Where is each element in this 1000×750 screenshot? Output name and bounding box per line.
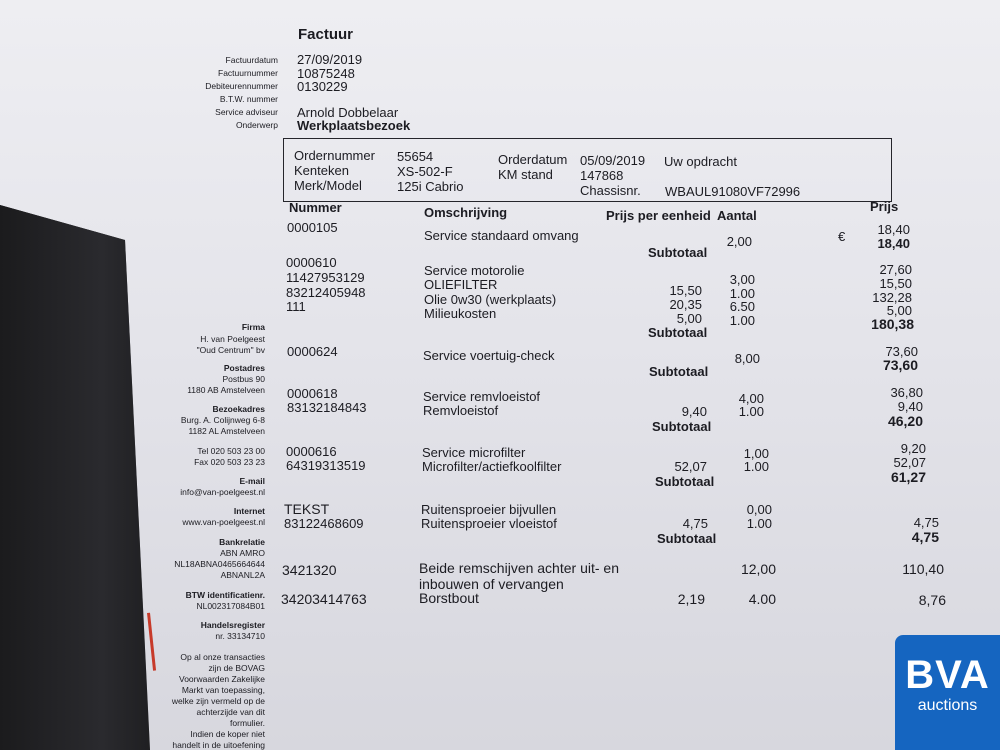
- line-unit-price: 4,75: [682, 516, 708, 531]
- order-label: Ordernummer: [294, 148, 375, 163]
- line-number: TEKST: [284, 501, 330, 517]
- order-value: 125i Cabrio: [397, 179, 464, 194]
- order-value: 147868: [580, 168, 624, 183]
- line-number: 3421320: [282, 562, 337, 578]
- sidebar-line: achterzijde van dit: [196, 707, 265, 717]
- line-price: 110,40: [902, 561, 944, 577]
- sidebar-line: handelt in de uitoefening: [172, 740, 265, 750]
- header-label: Service adviseur: [215, 107, 278, 117]
- line-number: 83212405948: [286, 285, 366, 300]
- sidebar-line: Markt van toepassing,: [181, 685, 265, 695]
- sidebar-line: www.van-poelgeest.nl: [182, 517, 265, 527]
- line-description: inbouwen of vervangen: [419, 576, 564, 592]
- line-number: 83132184843: [287, 400, 367, 415]
- line-price: 27,60: [879, 262, 912, 277]
- order-label: Kenteken: [294, 163, 349, 178]
- line-price: 73,60: [885, 344, 918, 359]
- sidebar-line: NL002317084B01: [196, 601, 265, 611]
- order-label: Orderdatum: [498, 152, 568, 167]
- line-description: Milieukosten: [424, 306, 497, 321]
- line-number: 0000616: [286, 444, 337, 459]
- sidebar-line: Voorwaarden Zakelijke: [179, 674, 265, 684]
- order-value: 55654: [397, 149, 434, 164]
- sidebar-line: ABN AMRO: [220, 548, 265, 558]
- currency-symbol: €: [838, 229, 846, 244]
- header-label: Debiteurennummer: [205, 81, 278, 91]
- line-quantity: 3,00: [729, 272, 755, 287]
- sidebar-line: welke zijn vermeld op de: [171, 696, 265, 706]
- subtotal-value: 46,20: [887, 413, 923, 429]
- line-description: OLIEFILTER: [424, 277, 498, 292]
- column-header: Omschrijving: [424, 205, 508, 220]
- sidebar-line: zijn de BOVAG: [208, 663, 265, 673]
- line-price: 8,76: [918, 592, 946, 608]
- header-label: Factuurnummer: [218, 68, 278, 78]
- line-unit-price: 52,07: [674, 459, 707, 474]
- subtotal-label: Subtotaal: [657, 531, 717, 546]
- column-header: Aantal: [717, 208, 757, 223]
- line-quantity: 0,00: [746, 502, 772, 517]
- line-quantity: 6.50: [729, 299, 755, 314]
- line-quantity: 8,00: [734, 351, 760, 366]
- line-description: Service remvloeistof: [423, 389, 541, 404]
- sidebar-label: Bankrelatie: [219, 537, 265, 547]
- subtotal-label: Subtotaal: [648, 325, 708, 340]
- line-quantity: 4.00: [748, 591, 776, 607]
- invoice-title: Factuur: [298, 26, 354, 43]
- bva-auctions-logo: [895, 635, 1000, 750]
- column-header: Prijs: [870, 199, 899, 214]
- sidebar-line: 1180 AB Amstelveen: [187, 385, 265, 395]
- subtotal-value: 180,38: [871, 316, 914, 332]
- sidebar-line: ABNANL2A: [220, 570, 265, 580]
- column-header: Nummer: [289, 200, 342, 215]
- subtotal-value: 61,27: [890, 469, 926, 485]
- line-quantity: 4,00: [738, 391, 764, 406]
- line-description: Ruitensproeier bijvullen: [421, 502, 557, 517]
- sidebar-line: info@van-poelgeest.nl: [180, 487, 265, 497]
- header-value: 10875248: [297, 66, 355, 81]
- sidebar-line: Fax 020 503 23 23: [194, 457, 265, 467]
- line-number: 64319313519: [286, 458, 366, 473]
- sidebar-line: Indien de koper niet: [190, 729, 265, 739]
- line-number: 111: [286, 299, 306, 314]
- line-description: Service voertuig-check: [423, 348, 555, 363]
- line-unit-price: 20,35: [669, 297, 702, 312]
- line-number: 0000105: [287, 220, 338, 235]
- line-unit-price: 9,40: [681, 404, 707, 419]
- sidebar-line: Tel 020 503 23 00: [197, 446, 265, 456]
- order-label: Uw opdracht: [664, 154, 737, 169]
- logo-text: BVA: [905, 653, 990, 697]
- order-label: KM stand: [498, 167, 553, 182]
- subtotal-label: Subtotaal: [652, 419, 712, 434]
- line-price: 52,07: [893, 455, 926, 470]
- subtotal-value: 18,40: [877, 236, 910, 251]
- line-price: 4,75: [913, 515, 939, 530]
- line-description: Service motorolie: [424, 263, 525, 278]
- line-number: 0000624: [287, 344, 338, 359]
- line-description: Beide remschijven achter uit- en: [419, 560, 619, 576]
- line-number: 34203414763: [281, 591, 367, 607]
- order-label: Merk/Model: [294, 178, 362, 193]
- sidebar-line: NL18ABNA0465664644: [174, 559, 265, 569]
- sidebar-line: Burg. A. Colijnweg 6-8: [180, 415, 265, 425]
- sidebar-label: Bezoekadres: [212, 404, 265, 414]
- header-value: 0130229: [297, 79, 348, 94]
- line-quantity: 1.00: [743, 459, 769, 474]
- sidebar-label: Handelsregister: [200, 620, 265, 630]
- header-value: 27/09/2019: [297, 52, 363, 67]
- subtotal-label: Subtotaal: [649, 364, 709, 379]
- sidebar-label: BTW identificatienr.: [185, 590, 265, 600]
- line-quantity: 2,00: [726, 234, 752, 249]
- order-value: 05/09/2019: [580, 153, 646, 168]
- logo-subtext: auctions: [917, 697, 978, 714]
- line-description: Service standaard omvang: [424, 228, 579, 243]
- header-value: Werkplaatsbezoek: [297, 118, 411, 133]
- line-price: 9,20: [900, 441, 926, 456]
- line-quantity: 1.00: [746, 516, 772, 531]
- line-number: 83122468609: [284, 516, 364, 531]
- line-description: Olie 0w30 (werkplaats): [424, 292, 557, 307]
- order-value: WBAUL91080VF72996: [665, 184, 801, 199]
- sidebar-line: Postbus 90: [222, 374, 265, 384]
- subtotal-label: Subtotaal: [655, 474, 715, 489]
- sidebar-line: Op al onze transacties: [180, 652, 265, 662]
- line-quantity: 1.00: [729, 286, 755, 301]
- line-price: 5,00: [886, 303, 912, 318]
- line-description: Microfilter/actiefkoolfilter: [422, 459, 562, 474]
- header-label: B.T.W. nummer: [219, 94, 278, 104]
- line-unit-price: 2,19: [677, 591, 705, 607]
- header-label: Onderwerp: [235, 120, 278, 130]
- line-description: Remvloeistof: [423, 403, 499, 418]
- sidebar-label: Postadres: [223, 363, 265, 373]
- line-number: 0000618: [287, 386, 338, 401]
- line-number: 0000610: [286, 255, 337, 270]
- line-quantity: 1,00: [743, 446, 769, 461]
- sidebar-label: E-mail: [239, 476, 265, 486]
- order-value: XS-502-F: [397, 164, 453, 179]
- order-label: Chassisnr.: [580, 183, 641, 198]
- line-price: 9,40: [897, 399, 923, 414]
- line-description: Ruitensproeier vloeistof: [421, 516, 557, 531]
- sidebar-line: "Oud Centrum" bv: [196, 345, 265, 355]
- line-unit-price: 15,50: [669, 283, 702, 298]
- line-description: Borstbout: [419, 590, 479, 606]
- line-unit-price: 5,00: [676, 311, 702, 326]
- sidebar-label: Firma: [241, 322, 265, 332]
- line-quantity: 1.00: [729, 313, 755, 328]
- line-price: 15,50: [879, 276, 912, 291]
- column-header: Prijs per eenheid: [606, 208, 711, 223]
- sidebar-line: nr. 33134710: [215, 631, 265, 641]
- sidebar-line: H. van Poelgeest: [200, 334, 265, 344]
- subtotal-label: Subtotaal: [648, 245, 708, 260]
- line-price: 36,80: [890, 385, 923, 400]
- header-value: Arnold Dobbelaar: [297, 105, 399, 120]
- line-number: 11427953129: [286, 270, 365, 285]
- sidebar-line: formulier.: [230, 718, 265, 728]
- subtotal-value: 73,60: [882, 357, 918, 373]
- line-price: 18,40: [877, 222, 910, 237]
- line-quantity: 1.00: [738, 404, 764, 419]
- line-description: Service microfilter: [422, 445, 526, 460]
- line-quantity: 12,00: [740, 561, 776, 577]
- header-label: Factuurdatum: [225, 55, 278, 65]
- sidebar-line: 1182 AL Amstelveen: [188, 426, 265, 436]
- sidebar-label: Internet: [233, 506, 265, 516]
- line-price: 132,28: [872, 290, 912, 305]
- subtotal-value: 4,75: [911, 529, 939, 545]
